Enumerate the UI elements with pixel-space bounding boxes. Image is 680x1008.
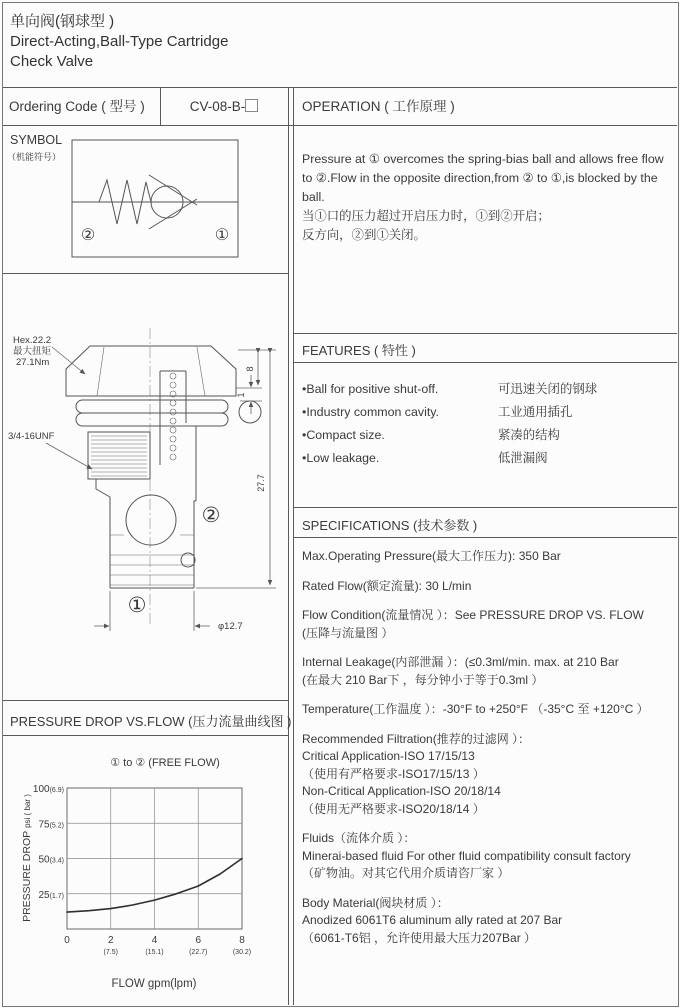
feature-item [302,401,597,424]
dim-diameter-label: φ12.7 [218,621,243,632]
ordering-code-text: CV-08-B- [189,99,246,114]
divider [3,700,288,701]
spec-line: Critical Application-ISO 17/15/13 [302,749,475,763]
spec-line: Max.Operating Pressure(最大工作压力): 350 Bar [302,549,561,563]
specifications-list [302,548,678,959]
feature-item [302,447,597,470]
drawing-port-2-label: ② [201,504,221,527]
svg-text:最大扭矩: 最大扭矩 [13,346,52,357]
divider [3,125,677,126]
valve-body [96,479,196,588]
feature-en: •Industry common cavity. [302,405,440,419]
pressure-chart-header: PRESSURE DROP VS.FLOW (压力流量曲线图 ) [10,714,292,729]
operation-header: OPERATION ( 工作原理 ) [302,99,455,114]
divider [293,333,677,334]
x-tick-gpm: 2 [107,935,114,946]
svg-text:3/4-16UNF: 3/4-16UNF [8,431,55,442]
dimension-lines [94,350,276,632]
spec-line: （矿物油。对其它代用介质请咨厂家 ） [302,866,510,880]
spec-max-pressure [302,548,678,566]
feature-en: •Ball for positive shut-off. [302,382,439,396]
check-ball [126,495,176,545]
spec-filtration [302,731,678,819]
spec-line: （使用有严格要求-ISO17/15/13 ） [302,766,485,781]
y-label-unit: psi ( bar ) [23,794,32,828]
spec-body-material [302,895,678,948]
feature-zh: 紧凑的结构 [498,428,560,442]
divider [293,507,677,508]
divider [293,537,677,538]
x-tick-gpm: 4 [151,935,158,946]
feature-en: •Low leakage. [302,451,380,465]
y-tick-bar: (3.4) [49,857,64,865]
x-tick-lpm: (7.5) [103,949,118,956]
feature-item [302,424,597,447]
spec-line: Anodized 6061T6 aluminum ally rated at 207 Bar [302,913,563,927]
dim-8-label: 8 [245,366,255,372]
operation-text [302,150,676,245]
divider [293,362,677,363]
spec-rated-flow [302,578,678,596]
features-list [302,378,597,470]
page-title [10,12,228,72]
features-header: FEATURES ( 特性 ) [302,343,416,358]
hex-head [66,346,236,396]
spec-line: Flow Condition(流量情况 ）：See PRESSURE DROP VS. FLOW [302,608,644,622]
svg-text:75(5.2) [38,820,64,831]
feature-item [302,378,597,401]
ordering-code-blank-box [245,99,258,112]
operation-text-zh2: 反方向，②到①关闭。 [302,228,426,242]
operation-text-zh1: 当①口的压力超过开启压力时，①到②开启； [302,209,550,223]
svg-text:27.1Nm: 27.1Nm [16,357,50,368]
spec-line: Fluids（流体介质 ）： [302,831,416,845]
dim-277-label: 27.7 [256,474,266,492]
collar-seals [76,400,261,426]
symbol-header: SYMBOL [10,133,63,147]
dim-1-label: 1 [236,392,246,398]
ordering-code-value [160,88,288,125]
x-tick-lpm: (22.7) [189,949,208,956]
x-tick-lpm: (30.2) [232,949,252,956]
svg-text:Hex.22.2: Hex.22.2 [13,335,52,346]
y-label-main: PRESSURE DROP [21,830,33,922]
spec-internal-leakage [302,654,678,689]
y-tick-psi: 100 [32,784,50,795]
y-tick-bar: (5.2) [49,822,64,830]
symbol-envelope [72,140,238,257]
x-tick-gpm: 0 [64,935,70,946]
chart-x-axis-label: FLOW gpm(lpm) [111,978,197,990]
operation-text-en: Pressure at ① overcomes the spring-bias ball and allows free flow to ②.Flow in the opposite direction,from ② to ①,is blocked by the ball. [302,152,664,204]
svg-text:100(6.9) [33,784,64,795]
spring-cavity [160,371,196,501]
spec-line: Minerai-based fluid For other fluid compatibility consult factory [302,848,631,863]
pressure-drop-chart [8,740,280,1002]
x-tick-gpm: 8 [239,935,245,946]
chart-y-ticks [33,784,64,901]
title-zh: 单向阀(钢球型 ) [10,13,115,30]
spec-line: （使用无严格要求-ISO20/18/14 ） [302,801,485,816]
specifications-header: SPECIFICATIONS (技术参数 ) [302,518,478,533]
spring-coils [170,373,176,460]
spec-line: Internal Leakage(内部泄漏 ）：(≤0.3ml/min. max. at 210 Bar [302,655,619,669]
spec-line: (压降与流量图 ） [302,625,394,640]
spec-line: Temperature(工作温度 ）：-30°F to +250°F （-35°C 至 +120°C ） [302,702,649,716]
chart-title: ① to ② (FREE FLOW) [110,757,220,769]
svg-text:50(3.4) [38,855,64,866]
svg-text:25(1.7) [38,890,64,901]
divider [3,735,288,736]
column-separator [288,87,289,1005]
ordering-code-label: Ordering Code ( 型号 ) [9,99,145,114]
title-en-line1: Direct-Acting,Ball-Type Cartridge [10,33,229,50]
chart-grid [67,788,242,929]
hex-torque-label [13,335,85,374]
x-tick-gpm: 6 [195,935,202,946]
spec-fluids [302,830,678,883]
y-tick-bar: (6.9) [49,787,64,794]
spec-line: Body Material(阀块材质 ）： [302,895,449,910]
chart-y-axis-label [21,794,33,922]
title-en-line2: Check Valve [10,53,94,70]
spec-line: (在最大 210 Bar下 ，每分钟小于等于0.3ml ） [302,672,544,687]
feature-en: •Compact size. [302,428,385,442]
spec-temperature [302,701,678,719]
y-tick-psi: 75 [38,819,50,831]
symbol-subheader: （机能符号） [7,152,62,162]
spec-line: Non-Critical Application-ISO 20/18/14 [302,784,501,798]
feature-zh: 工业通用插孔 [498,405,573,419]
hydraulic-symbol-diagram [0,128,288,273]
feature-zh: 低泄漏阀 [498,451,548,465]
upper-o-ring [239,401,261,423]
thread-size-label [8,431,92,469]
chart-x-ticks [64,935,251,956]
y-tick-bar: (1.7) [49,893,64,900]
feature-zh: 可迅速关闭的钢球 [498,382,598,396]
drawing-port-1-label: ① [127,594,147,617]
x-tick-lpm: (15.1) [145,949,164,956]
spec-line: Rated Flow(额定流量): 30 L/min [302,578,472,593]
spec-line: （6061-T6铝 ，允许使用最大压力207Bar ） [302,930,537,945]
symbol-port-1-label: ① [214,227,230,244]
column-separator [293,87,294,1005]
y-tick-psi: 50 [38,854,50,866]
valve-cross-section-drawing [0,273,288,700]
symbol-port-2-label: ② [80,227,96,244]
spec-line: Recommended Filtration(推荐的过滤网 ）： [302,731,531,746]
thread-section [88,432,150,479]
y-tick-psi: 25 [38,890,50,901]
spec-flow-condition [302,607,678,642]
